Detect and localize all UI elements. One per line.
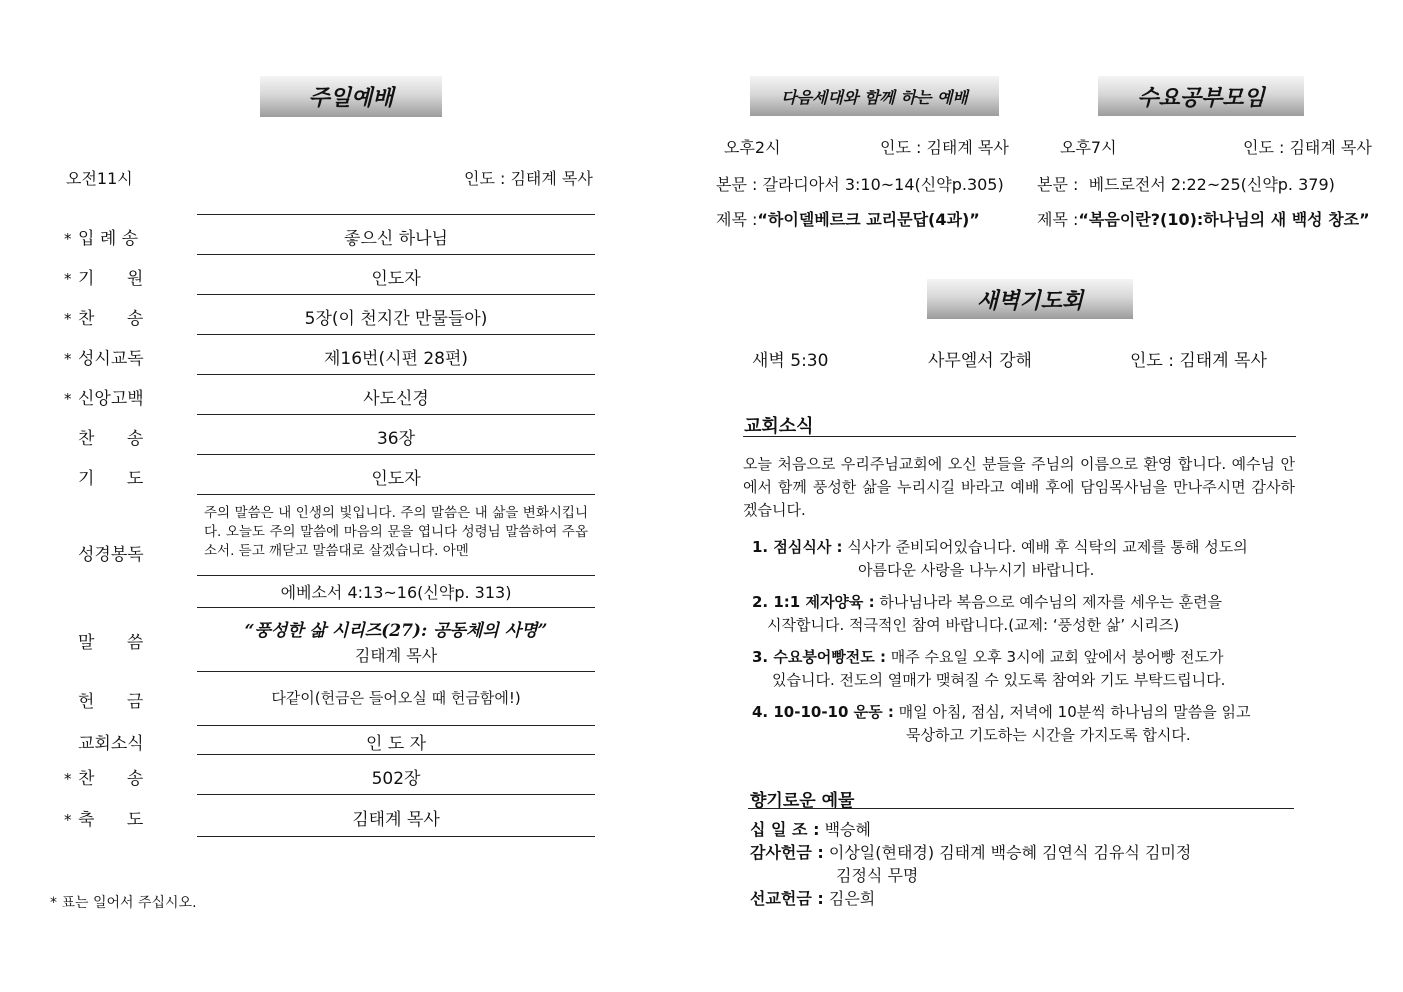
order-divider: [197, 374, 595, 375]
wednesday-study-title: 수요공부모임: [1137, 84, 1265, 111]
order-divider: [197, 754, 595, 755]
wednesday-study-banner: [1098, 76, 1304, 116]
order-divider: [197, 294, 595, 295]
dawn-text: 사무엘서 강해: [928, 351, 1032, 371]
order-label-creed: * 신앙고백: [64, 389, 144, 409]
order-value-prayer: 인도자: [371, 469, 421, 489]
order-value-invocation: 인도자: [371, 269, 421, 289]
order-divider: [197, 671, 595, 672]
order-label-hymn: * 찬 송: [64, 309, 144, 329]
sunday-time: 오전11시: [66, 169, 133, 188]
news-item-discipleship: 2. 1:1 제자양육 : 하나님나라 복음으로 예수님의 제자를 세우는 훈련을 시작합니다. 적극적인 참여 바랍니다.(교제: ‘풍성한 삶’ 시리즈): [752, 593, 1223, 634]
order-divider: [197, 494, 595, 495]
wednesday-topic: 제목 :“복음이란?(10):하나님의 새 백성 창조”: [1037, 210, 1370, 229]
nextgen-worship-title: 다음세대와 함께 하는 예배: [781, 87, 968, 107]
sunday-leader: 인도 : 김태계 목사: [464, 169, 593, 188]
sermon-title: “풍성한 삶 시리즈(27): 공동체의 사명”: [244, 621, 548, 641]
dawn-prayer-banner: [927, 279, 1133, 319]
dawn-prayer-title: 새벽기도회: [976, 287, 1084, 314]
offering-thanks-continued: 김정식 무명: [836, 866, 919, 885]
church-news-underline: [743, 436, 1296, 437]
sunday-worship-title: 주일예배: [308, 85, 394, 111]
news-item-lunch: 1. 점심식사 : 식사가 준비되어있습니다. 예배 후 식탁의 교제를 통해 성도의 아름다운 사랑을 나누시기 바랍니다.: [752, 538, 1248, 579]
order-label-prayer: 기 도: [78, 469, 144, 489]
offering-tithe: 십 일 조 : 백승혜: [750, 820, 871, 839]
order-divider: [197, 607, 595, 608]
order-label-scripture: 성경봉독: [78, 545, 144, 565]
wednesday-leader: 인도 : 김태계 목사: [1243, 138, 1372, 157]
order-value-hymn-2: 36장: [376, 429, 416, 449]
order-label-benediction: * 축 도: [64, 810, 144, 830]
nextgen-worship-banner: [750, 76, 999, 116]
order-value-creed: 사도신경: [363, 389, 429, 409]
order-value-responsive-reading: 제16번(시편 28편): [323, 349, 469, 369]
order-value-news: 인 도 자: [365, 734, 427, 754]
order-label-news: 교회소식: [78, 734, 144, 754]
order-label-offering: 헌 금: [78, 692, 144, 712]
order-divider: [197, 575, 595, 576]
order-label-entrance-hymn: * 입 례 송: [64, 229, 139, 249]
order-label-hymn-2: 찬 송: [78, 429, 144, 449]
order-divider: [197, 794, 595, 795]
order-value-offering: 다같이(헌금은 들어오실 때 헌금함에!): [271, 689, 521, 707]
order-label-sermon: 말 씀: [78, 633, 144, 653]
wednesday-time: 오후7시: [1060, 138, 1117, 157]
offering-thanks: 감사헌금 : 이상일(현태경) 김태계 백승혜 김연식 김유식 김미정: [750, 843, 1192, 862]
standing-footnote: * 표는 일어서 주십시오.: [50, 895, 197, 911]
welcome-message: 오늘 처음으로 우리주님교회에 오신 분들을 주님의 이름으로 환영 합니다. 예수님 안에서 함께 풍성한 삶을 누리시길 바라고 예배 후에 담임목사님을 만나주시면 감사하겠습니다.: [743, 455, 1295, 519]
order-value-entrance-hymn: 좋으신 하나님: [344, 229, 448, 249]
order-value-closing-hymn: 502장: [371, 769, 421, 789]
order-divider: [197, 254, 595, 255]
order-label-invocation: * 기 원: [64, 269, 144, 289]
order-value-benediction: 김태계 목사: [352, 810, 440, 830]
nextgen-topic: 제목 :“하이델베르크 교리문답(4과)”: [716, 210, 980, 229]
nextgen-time: 오후2시: [724, 138, 781, 157]
church-news-heading: 교회소식: [744, 416, 814, 437]
offerings-heading: 향기로운 예물: [750, 791, 855, 811]
order-label-responsive-reading: * 성시교독: [64, 349, 144, 369]
nextgen-leader: 인도 : 김태계 목사: [880, 138, 1009, 157]
offerings-underline: [748, 808, 1294, 809]
scripture-reference: 에베소서 4:13~16(신약p. 313): [280, 583, 512, 602]
sermon-preacher: 김태계 목사: [354, 646, 438, 665]
order-divider: [197, 454, 595, 455]
news-item-10-10-10: 4. 10-10-10 운동 : 매일 아침, 점심, 저녁에 10분씩 하나님의 말씀을 읽고 묵상하고 기도하는 시간을 가지도록 합시다.: [752, 703, 1251, 744]
order-value-hymn: 5장(이 천지간 만물들아): [304, 309, 488, 329]
dawn-time: 새벽 5:30: [752, 351, 829, 371]
nextgen-text: 본문 : 갈라디아서 3:10~14(신약p.305): [716, 175, 1004, 194]
news-item-evangelism: 3. 수요붕어빵전도 : 매주 수요일 오후 3시에 교회 앞에서 붕어빵 전도가 있습니다. 전도의 열매가 맺혀질 수 있도록 참여와 기도 부탁드립니다.: [752, 648, 1226, 689]
order-divider: [197, 836, 595, 837]
order-label-closing-hymn: * 찬 송: [64, 769, 144, 789]
order-divider: [197, 725, 595, 726]
wednesday-text: 본문 : 베드로전서 2:22~25(신약p. 379): [1037, 175, 1335, 194]
offering-mission: 선교헌금 : 김은희: [750, 889, 876, 908]
order-divider: [197, 334, 595, 335]
scripture-prayer: 주의 말씀은 내 인생의 빛입니다. 주의 말씀은 내 삶을 변화시킵니다. 오늘도 주의 말씀에 마음의 문을 엽니다 성령님 말씀하여 주옵소서. 듣고 깨닫고 말씀대로 살겠습니다. 아멘: [204, 505, 588, 559]
dawn-leader: 인도 : 김태계 목사: [1130, 351, 1267, 371]
order-divider: [197, 214, 595, 215]
sunday-worship-banner: [260, 76, 442, 117]
order-divider: [197, 414, 595, 415]
